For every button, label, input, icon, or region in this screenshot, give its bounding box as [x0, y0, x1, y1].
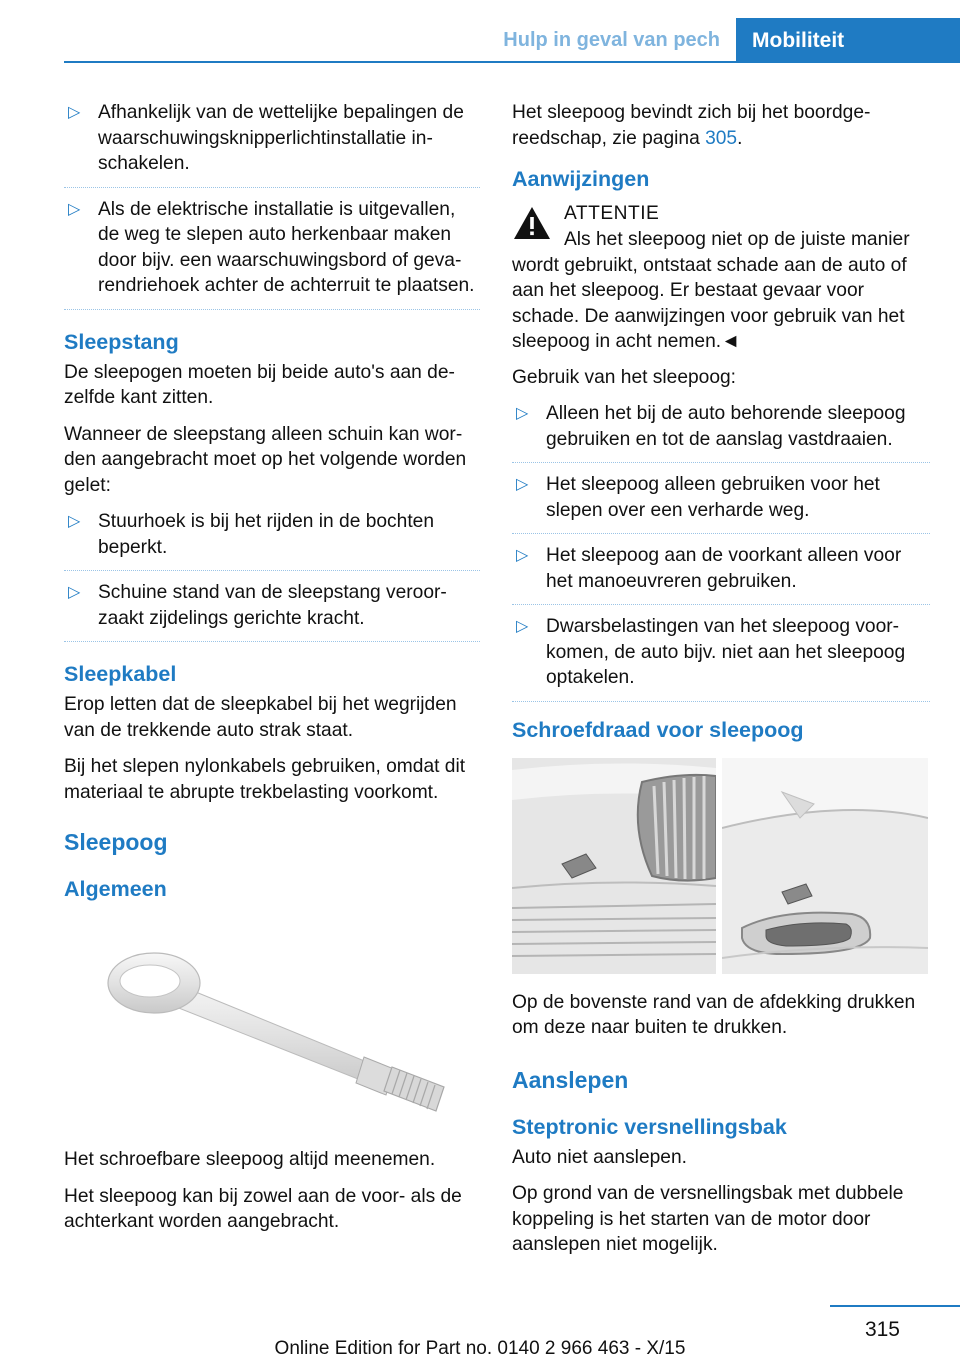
bullet-triangle-icon: ▷: [516, 405, 529, 422]
car-photos: [512, 758, 930, 974]
list-item: ▷ Stuurhoek is bij het rijden in de bochten beperkt.: [64, 509, 480, 571]
paragraph-intro: Het sleepoog bevindt zich bij het boordgereedschap, zie pagina 305.: [512, 102, 871, 149]
list-item: ▷ Het sleepoog aan de voorkant alleen voor het manoeuvreren gebruiken.: [512, 543, 930, 605]
heading-sleepoog: Sleepoog: [64, 829, 168, 855]
rear-bumper-photo: [722, 758, 928, 974]
warning-block: [512, 201, 930, 355]
header-section-title: Hulp in geval van pech: [503, 29, 720, 51]
header-rule: [64, 61, 960, 63]
paragraph: Wanneer de sleepstang alleen schuin kan worden aangebracht moet op het volgende worden gelet:: [64, 423, 467, 496]
list-item: ▷ Schuine stand van de sleepstang veroorzaakt zijdelings gerichte kracht.: [64, 580, 480, 642]
paragraph: Auto niet aanslepen.: [512, 1146, 687, 1168]
bullet-list-sleepstang: [64, 509, 480, 642]
page-number: 315: [864, 1318, 900, 1341]
paragraph: Op de bovenste rand van de afdekking drukken om deze naar buiten te drukken.: [512, 991, 916, 1038]
paragraph: Bij het slepen nylonkabels gebruiken, omdat dit materiaal te abrupte trekbelasting voorkomt.: [64, 756, 466, 803]
front-bumper-photo: [512, 758, 716, 974]
heading-sleepstang: Sleepstang: [64, 329, 179, 354]
paragraph: Op grond van de versnellingsbak met dubbele koppeling is het starten van de motor door aanslepen niet mogelijk.: [512, 1183, 904, 1255]
list-item: ▷ Afhankelijk van de wettelijke bepalingen de waarschuwingsknipperlichtinstallatie inschakelen.: [64, 100, 480, 188]
bullet-triangle-icon: ▷: [68, 104, 81, 121]
tow-hook-illustration: [94, 939, 454, 1129]
paragraph: Gebruik van het sleepoog:: [512, 366, 737, 388]
bullet-triangle-icon: ▷: [516, 547, 529, 564]
bullet-triangle-icon: ▷: [516, 618, 529, 635]
list-item: ▷ Het sleepoog alleen gebruiken voor het slepen over een verharde weg.: [512, 472, 930, 534]
heading-schroefdraad: Schroefdraad voor sleepoog: [512, 717, 804, 742]
bullet-list-top: [64, 100, 480, 310]
left-column: [64, 100, 480, 1246]
bullet-triangle-icon: ▷: [68, 584, 81, 601]
right-column: [512, 100, 930, 1269]
subheading-algemeen: Algemeen: [64, 877, 167, 901]
paragraph: Erop letten dat de sleepkabel bij het wegrijden van de trekkende auto strak staat.: [64, 694, 457, 741]
bullet-triangle-icon: ▷: [68, 513, 81, 530]
bullet-triangle-icon: ▷: [68, 200, 81, 218]
heading-sleepkabel: Sleepkabel: [64, 662, 177, 686]
paragraph: Het schroefbare sleepoog altijd meenemen.: [64, 1149, 436, 1170]
list-item: ▷ Als de elektrische installatie is uitgevallen, de weg te slepen auto herkenbaar maken door bijv. een waarschuwingsbord of gevarendriehoek achter de achterruit te plaatsen.: [64, 197, 480, 310]
bullet-triangle-icon: ▷: [516, 476, 529, 493]
warning-triangle-icon: [512, 205, 552, 241]
heading-aanwijzingen: Aanwijzingen: [512, 167, 650, 191]
list-item: ▷ Dwarsbelastingen van het sleepoog voorkomen, de auto bijv. niet aan het sleepoog optakelen.: [512, 614, 930, 702]
page-link-305[interactable]: 305: [705, 127, 738, 149]
header-chapter-tab: Mobiliteit: [736, 18, 960, 61]
footer-edition: Online Edition for Part no. 0140 2 966 463 - X/15: [274, 1338, 686, 1359]
heading-aanslepen: Aanslepen: [512, 1066, 629, 1093]
paragraph: Het sleepoog kan bij zowel aan de voor- als de achterkant worden aangebracht.: [64, 1185, 462, 1232]
warning-text: Als het sleepoog niet op de juiste manier wordt gebruikt, ontstaat schade aan de auto of aan het sleepoog. Er bestaat gevaar voor schade. De aanwijzingen voor gebruik van het sleepoog in acht nemen.◄: [512, 229, 910, 352]
list-item: ▷ Alleen het bij de auto behorende sleepoog gebruiken en tot de aanslag vastdraaien.: [512, 401, 930, 463]
warning-title: ATTENTIE: [564, 203, 660, 224]
subheading-steptronic: Steptronic versnellingsbak: [512, 1114, 787, 1139]
bullet-list-usage: [512, 401, 930, 702]
paragraph: De sleepogen moeten bij beide auto's aan dezelfde kant zitten.: [64, 361, 455, 408]
page-number-rule: [830, 1305, 960, 1307]
